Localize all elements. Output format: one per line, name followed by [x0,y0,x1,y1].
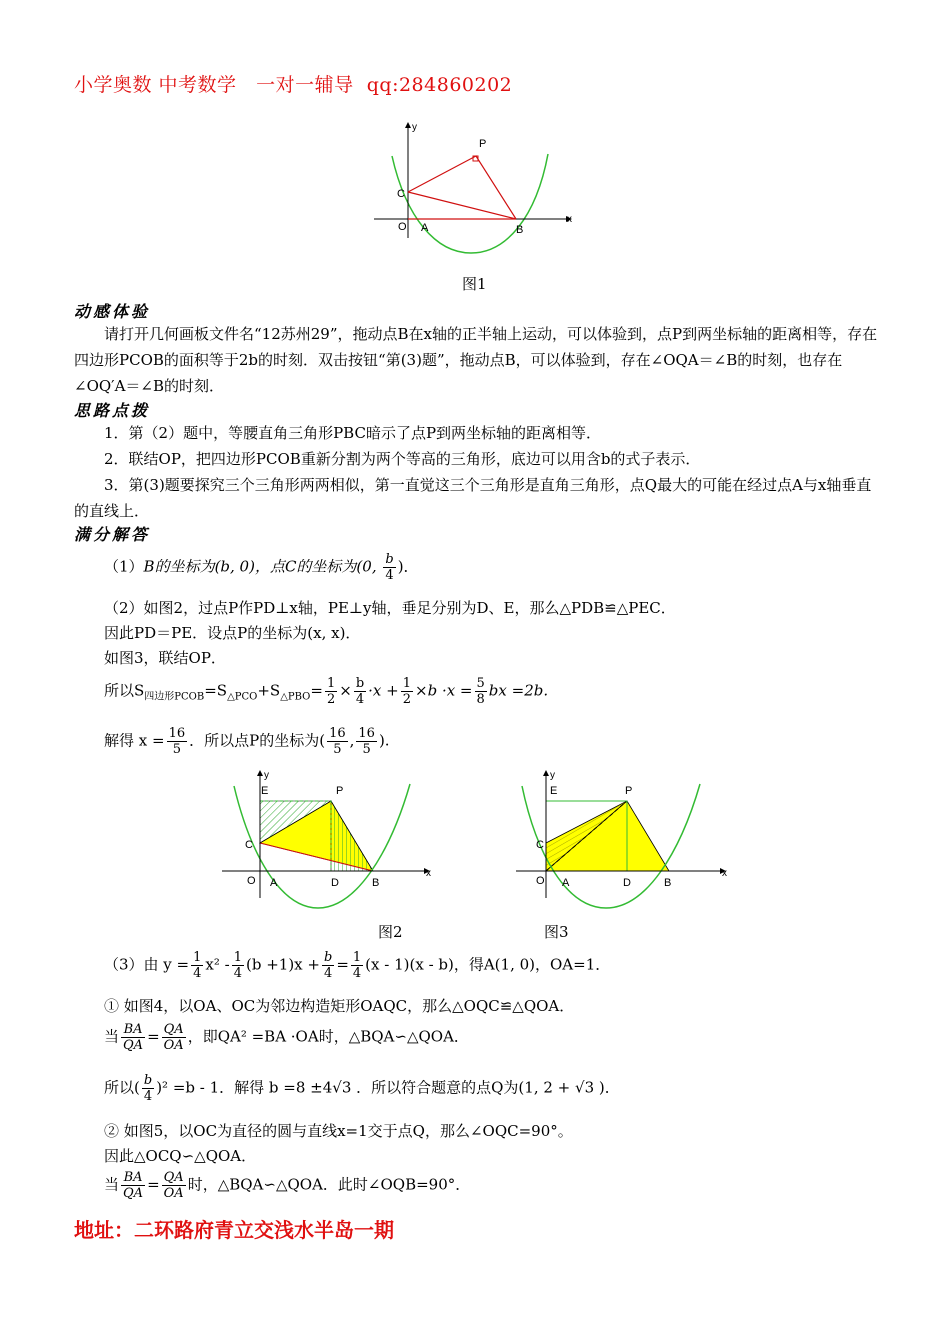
header-banner: 小学奥数 中考数学 一对一辅导 qq:284860202 [74,74,513,96]
section-title-dynamic: 动感体验 [74,302,151,321]
label-x: x [722,868,727,879]
figure-3 [514,768,736,913]
label-p: P [625,785,633,797]
figure-3-caption: 图3 [544,923,569,941]
part3-case1-solve: 所以( $\frac{b}{4}$ )² =b - 1．解得 b =8 ±4√3 ．所以符合题意的点Q为(1, 2 + √3 )． [104,1073,620,1104]
label-e: E [550,785,558,797]
footer-address: 地址：二环路府青立交浅水半岛一期 [74,1218,394,1242]
part3-case2-similar: 因此△OCQ∽△QOA． [104,1147,257,1165]
solution-solve-line: 解得 x = $\frac{16}{5}$ ．所以点P的坐标为( $\frac{16}{5}$ , $\frac{16}{5}$ ). [104,726,390,757]
label-o: O [536,875,545,887]
label-a: A [270,877,278,889]
label-y: y [264,770,269,781]
part3-equation: （3）由 y = $\frac{1}{4}$ x² - $\frac{1}{4}$ (b +1)x + $\frac{b}{4}$ = $\frac{1}{4}$ (x - 1)(x - b)，得A(1, 0)，OA=1． [104,950,611,981]
segment-c-p-b [408,156,516,219]
dynamic-experience-text: 请打开几何画板文件名“12苏州29”，拖动点B在x轴的正半轴上运动，可以体验到，点P到两坐标轴的距离相等，存在四边形PCOB的面积等于2b的时刻．双击按钮“第(3)题”，拖动点B，可以体验到，存在∠OQA＝∠B的时刻，也存在∠OQ′A＝∠B的时刻． [74,325,878,395]
figure-2 [218,768,440,913]
solution-area-equation: 所以$S_{四边形PCOB}=S_{\triangle PCO}+S_{\triangle PBO}=$ $\frac{1}{2}$ × $\frac{b}{4}$ ·x + $\frac{1}{2}$ ×b ·x = $\frac{5}{8}$ bx =2b. [104,676,549,707]
label-e: E [261,785,269,797]
hint-item-2: 2．联结OP，把四边形PCOB重新分割为两个等高的三角形，底边可以用含b的式子表示． [104,450,701,468]
label-c: C [536,839,544,851]
section-title-solution: 满分解答 [74,525,151,544]
part3-case2-condition: 当 $\frac{BA}{QA}$ = $\frac{QA}{OA}$ 时，△BQA∽△QOA．此时∠OQB=90°． [104,1170,471,1201]
solution-line-1: （1）B的坐标为(b, 0)，点C的坐标为(0, $\frac{b}{4}$ )． [104,552,419,583]
label-x: x [567,214,572,225]
hint-item-3: 3．第(3)题要探究三个三角形两两相似，第一直觉这三个三角形是直角三角形，点Q最大的可能在经过点A与x轴垂直的直线上． [74,476,872,520]
label-d: D [623,877,631,889]
label-o: O [398,221,407,233]
label-b: B [516,224,524,236]
label-y: y [412,122,417,133]
label-a: A [562,877,570,889]
hint-item-1: 1．第（2）题中，等腰直角三角形PBC暗示了点P到两坐标轴的距离相等． [104,424,602,442]
label-c: C [397,188,405,200]
label-p: P [336,785,344,797]
part3-case1-condition: 当 $\frac{BA}{QA}$ = $\frac{QA}{OA}$ ，即QA² =BA ·OA时，△BQA∽△QOA． [104,1022,469,1053]
figure-1 [366,118,584,268]
parabola-curve [392,154,548,253]
section-title-hints: 思路点拨 [74,401,151,420]
label-x: x [426,868,431,879]
label-a: A [421,222,429,234]
label-b: B [372,877,380,889]
triangle-pdb [331,801,373,871]
figure-1-caption: 图1 [462,275,487,293]
part3-case1: ① 如图4，以OA、OC为邻边构造矩形OAQC，那么△OQC≌△QOA． [104,997,575,1015]
solution-line-4: 如图3，联结OP． [104,649,226,667]
label-c: C [245,839,253,851]
solution-line-3: 因此PD＝PE．设点P的坐标为(x, x)． [104,624,361,642]
label-o: O [247,875,256,887]
figure-2-caption: 图2 [378,923,403,941]
label-b: B [664,877,672,889]
label-d: D [331,877,339,889]
label-p: P [479,138,487,150]
part3-case2: ② 如图5，以OC为直径的圆与直线x=1交于点Q，那么∠OQC=90°。 [104,1122,573,1140]
label-y: y [550,770,555,781]
solution-line-2: （2）如图2，过点P作PD⊥x轴，PE⊥y轴，垂足分别为D、E，那么△PDB≌△PEC． [104,599,676,617]
segment-c-b [408,192,516,219]
